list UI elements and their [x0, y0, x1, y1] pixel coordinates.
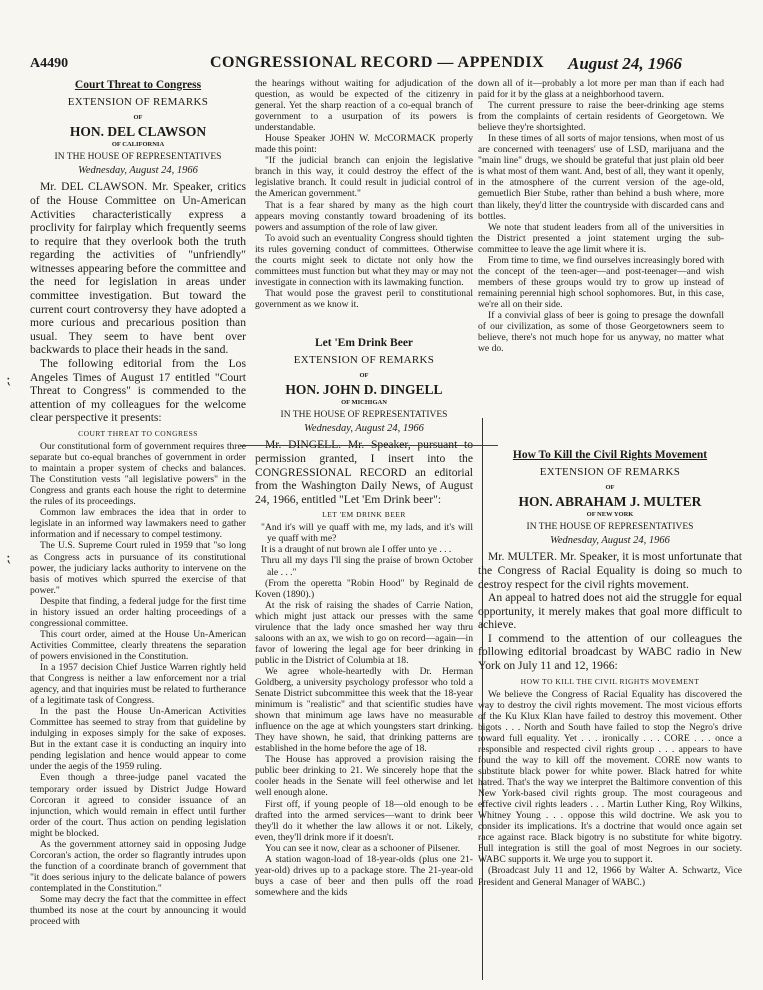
column-right-clipping [478, 448, 742, 888]
of-label: OF [605, 484, 615, 492]
paragraph: We believe the Congress of Racial Equality has discovered the way to destroy the civil rights movement. The most vicious efforts of the Ku Klux Klan have failed to destroy this movement. Other bigots . . . North and South have failed to stop the Negro's drive toward full equality. Yet . . . ironically . . . CORE . . . once a responsible and respected civil rights group . . . appears to have found the way to kill off the movement. CORE now wants to substitute black power for white power. Black hatred for white hatred. That's the way we interpret the Baltimore convention of this New York-based civil rights group. The most courageous and effective civil rights leaders . . . Martin Luther King, Roy Wilkins, Whitney Young . . . oppose this wild doctrine. We ask you to consider its implications. It's a doctrine that would once again set race against race. Black bigotry is no substitute for white bigotry. Full integration is still the goal of most Negroes in our society. WABC supports it. We urge you to support it. [478, 688, 742, 866]
paragraph: The current pressure to raise the beer-drinking age stems from the complaints of certain residents of Georgetown. We believe they're shortsighted. [478, 100, 724, 134]
session-date: Wednesday, August 24, 1966 [304, 423, 424, 435]
paragraph: In a 1957 decision Chief Justice Warren rightly held that Congress is neither a law enforcement nor a trial agency, and that inquiries must be related to furtherance of a legitimate task of Congress. [30, 662, 246, 707]
of-label: OF [359, 372, 369, 380]
intro-paragraph: Mr. DEL CLAWSON. Mr. Speaker, critics of the House Committee on Un-American Activities characteristically express a proclivity for fairplay which frequently seems to require that they overlook both the truth regarding the activities of "unfriendly" witnesses appearing before the committee and the need for legislation in areas under committee investigation. But toward the current court controversy they have adopted a more curious and precarious position than usual. They seem to have bent over backwards to place their heads in the sand. [30, 180, 246, 357]
session-date: Wednesday, August 24, 1966 [550, 535, 670, 547]
paragraph: the hearings without waiting for adjudication of the question, as would be expected of the citizenry in general. Yet the sharp reaction of a co-equal branch of government to a usurpation of its powers is understandable. [255, 78, 473, 134]
paragraph: In the past the House Un-American Activities Committee has seemed to stray from that guideline by indulging in exposes simply for the sake of exposes. But in the extant case it is conducting an inquiry into pending legislation and hence would appear to come under the aegis of the 1959 ruling. [30, 706, 246, 773]
verse-line: It is a draught of nut brown ale I offer unto ye . . . [261, 544, 452, 556]
representative-name: HON. DEL CLAWSON [69, 124, 207, 140]
editorial-heading: HOW TO KILL THE CIVIL RIGHTS MOVEMENT [520, 676, 700, 686]
intro-paragraph: Mr. DINGELL. Mr. Speaker, pursuant to permission granted, I insert into the CONGRESSIONAL RECORD an editorial from the Washington Daily News, of August 24, 1966, entitled "Let 'Em Drink beer": [255, 438, 473, 506]
margin-mark: ⁏ [6, 373, 11, 388]
intro-paragraph: The following editorial from the Los Angeles Times of August 17 entitled "Court Threat to Congress" is commended to the attention of my colleagues for the welcome clear perspective it presents: [30, 357, 246, 425]
publication-title: CONGRESSIONAL RECORD — APPENDIX [210, 54, 545, 71]
paragraph: Despite that finding, a federal judge for the first time in history issued an order halting proceedings of a congressional committee. [30, 595, 246, 629]
column-middle [255, 78, 473, 898]
editorial-heading: LET 'EM DRINK BEER [322, 510, 406, 520]
state-label: OF NEW YORK [586, 511, 634, 519]
paragraph: As the government attorney said in opposing Judge Corcoran's action, the order so flagrantly intrudes upon the function of a coordinate branch of government that "it does serious injury to the delicate balance of powers contemplated in the Constitution." [30, 838, 246, 894]
paragraph: (Broadcast July 11 and 12, 1966 by Walter A. Schwartz, Vice President and General Manager of WABC.) [478, 865, 742, 888]
intro-paragraph: Mr. MULTER. Mr. Speaker, it is most unfortunate that the Congress of Racial Equality is doing so much to destroy respect for the civil rights movement. [478, 550, 742, 591]
paragraph: From time to time, we find ourselves increasingly bored with the concept of the teen-ager—and post-teenager—and wish members of these groups would try to grow up instead of remaining perennial high school sophomores. But, in this case, we're all on their side. [478, 254, 724, 310]
representative-name: HON. JOHN D. DINGELL [285, 382, 443, 398]
paragraph: Even though a three-judge panel vacated the temporary order issued by District Judge Howard Corcoran it agreed to consider issuance of an injunction, which would remain in effect until further order of the court. Thus action on pending legislation might be blocked. [30, 772, 246, 839]
editorial-heading: COURT THREAT TO CONGRESS [78, 429, 198, 439]
article-title: How To Kill the Civil Rights Movement [512, 449, 708, 461]
header-date: August 24, 1966 [568, 54, 682, 73]
intro-paragraph: I commend to the attention of our colleagues the following editorial broadcast by WABC radio in New York on July 11 and 12, 1966: [478, 631, 742, 673]
session-date: Wednesday, August 24, 1966 [78, 165, 198, 177]
house-label: IN THE HOUSE OF REPRESENTATIVES [280, 410, 448, 421]
paragraph: The U.S. Supreme Court ruled in 1959 that "so long as Congress acts in pursuance of its constitutional power, the judiciary lacks authority to intervene on the basis of motives which spurred the exercise of that power." [30, 540, 246, 596]
paragraph: A station wagon-load of 18-year-olds (plus one 21-year-old) drives up to a package store. The 21-year-old buys a case of beer and then pulls off the road somewhere and the kids [255, 853, 473, 898]
extension-heading: EXTENSION OF REMARKS [539, 466, 681, 479]
state-label: OF CALIFORNIA [111, 141, 165, 149]
article-title: Court Threat to Congress [74, 79, 202, 91]
intro-paragraph: An appeal to hatred does not aid the struggle for equal opportunity, it merely makes that goal more difficult to achieve. [478, 591, 742, 632]
paragraph: down all of it—probably a lot more per man than if each had paid for it by the glass at a neighborhood tavern. [478, 78, 724, 101]
column-right-top [478, 78, 724, 354]
paragraph: If a convivial glass of beer is going to presage the downfall of our civilization, as some of those Georgetowners seem to believe, there's not much hope for us anyway, no matter what we do. [478, 309, 724, 355]
paragraph: That would pose the gravest peril to constitutional government as we know it. [255, 287, 473, 310]
verse-line: Thru all my days I'll sing the praise of brown October ale . . ." [261, 555, 473, 578]
house-label: IN THE HOUSE OF REPRESENTATIVES [54, 152, 222, 163]
paragraph: At the risk of raising the shades of Carrie Nation, which might just attack our presses with the same virulence that the lady once smashed her way thru saloons with an ax, we wish to go on record—again—in favor of lowering the legal age for beer drinking in public in the District of Columbia at 18. [255, 599, 473, 666]
paragraph: First off, if young people of 18—old enough to be drafted into the armed services—want to drink beer they'll do it whether the law allows it or not. Likely, even, they'll drink more if it doesn't. [255, 798, 473, 843]
page-number: A4490 [30, 56, 69, 71]
extension-heading: EXTENSION OF REMARKS [67, 96, 209, 109]
state-label: OF MICHIGAN [341, 399, 387, 407]
paragraph: Common law embraces the idea that in order to legislate in an informed way lawmakers need to gather information and if necessary to compel testimony. [30, 507, 246, 541]
extension-heading: EXTENSION OF REMARKS [293, 354, 435, 367]
paragraph: This court order, aimed at the House Un-American Activities Committee, clearly threatens the separation of powers envisioned in the Constitution. [30, 628, 246, 662]
of-label: OF [133, 114, 143, 122]
page-header [0, 54, 763, 76]
paragraph: House Speaker JOHN W. McCORMACK properly made this point: [255, 133, 473, 156]
column-left [30, 78, 246, 927]
article-title: Let 'Em Drink Beer [314, 336, 414, 349]
paragraph: "If the judicial branch can enjoin the legislative branch in this way, it could destroy the effect of the legislative branch. It could result in judicial control of the American government." [255, 155, 473, 200]
paragraph: We agree whole-heartedly with Dr. Herman Goldberg, a university psychology professor who told a Senate District subcommittee this week that the 18-year minimum is "realistic" and that scientific studies have shown that minimum age laws have no measurable influence on the age at which youngsters start drinking. They have shown, he said, that drinking patterns are established in the home before the age of 18. [255, 665, 473, 755]
paragraph: In these times of all sorts of major tensions, when most of us are concerned with teenagers' use of LSD, marijuana and the "main line" drugs, we should be grateful that just plain old beer is what most of them want. And, best of all, they want it openly, in the atmosphere of the current version of the age-old, gemuetlich Bier Stube, rather than behind a bush where, more than likely, they'd litter the countryside with discarded cans and bottles. [478, 133, 724, 222]
house-label: IN THE HOUSE OF REPRESENTATIVES [526, 522, 694, 533]
paragraph: Our constitutional form of government requires three separate but co-equal branches of government in order to maintain a proper system of checks and balances. The Constitution vests "all legislative powers" in the Congress and grants each house the right to determine the rules of its proceedings. [30, 441, 246, 508]
paragraph: We note that student leaders from all of the universities in the District presented a joint statement urging the sub-committee to leave the age limit where it is. [478, 221, 724, 255]
paragraph: You can see it now, clear as a schooner of Pilsener. [265, 842, 461, 854]
paragraph: The House has approved a provision raising the public beer drinking to 21. We sincerely hope that the cooler heads in the Senate will feel otherwise and let well enough alone. [255, 754, 473, 799]
paragraph: To avoid such an eventuality Congress should tighten its rules governing conduct of committees. Otherwise the courts might seek to dictate not only how the committees must function but what they may or may not investigate in connection with its lawmaking function. [255, 232, 473, 288]
paragraph: Some may decry the fact that the committee in effect thumbed its nose at the court by announcing it would proceed with [30, 893, 246, 928]
section-rule [240, 445, 498, 446]
representative-name: HON. ABRAHAM J. MULTER [518, 494, 702, 510]
verse-line: "And it's will ye quaff with me, my lads, and it's will ye quaff with me? [261, 522, 473, 545]
paragraph: (From the operetta "Robin Hood" by Reginald de Koven (1890).) [255, 577, 473, 600]
margin-mark: ⁏ [6, 551, 11, 566]
paragraph: That is a fear shared by many as the high court appears moving constantly toward broadening of its powers and assumption of the role of law giver. [255, 199, 473, 233]
